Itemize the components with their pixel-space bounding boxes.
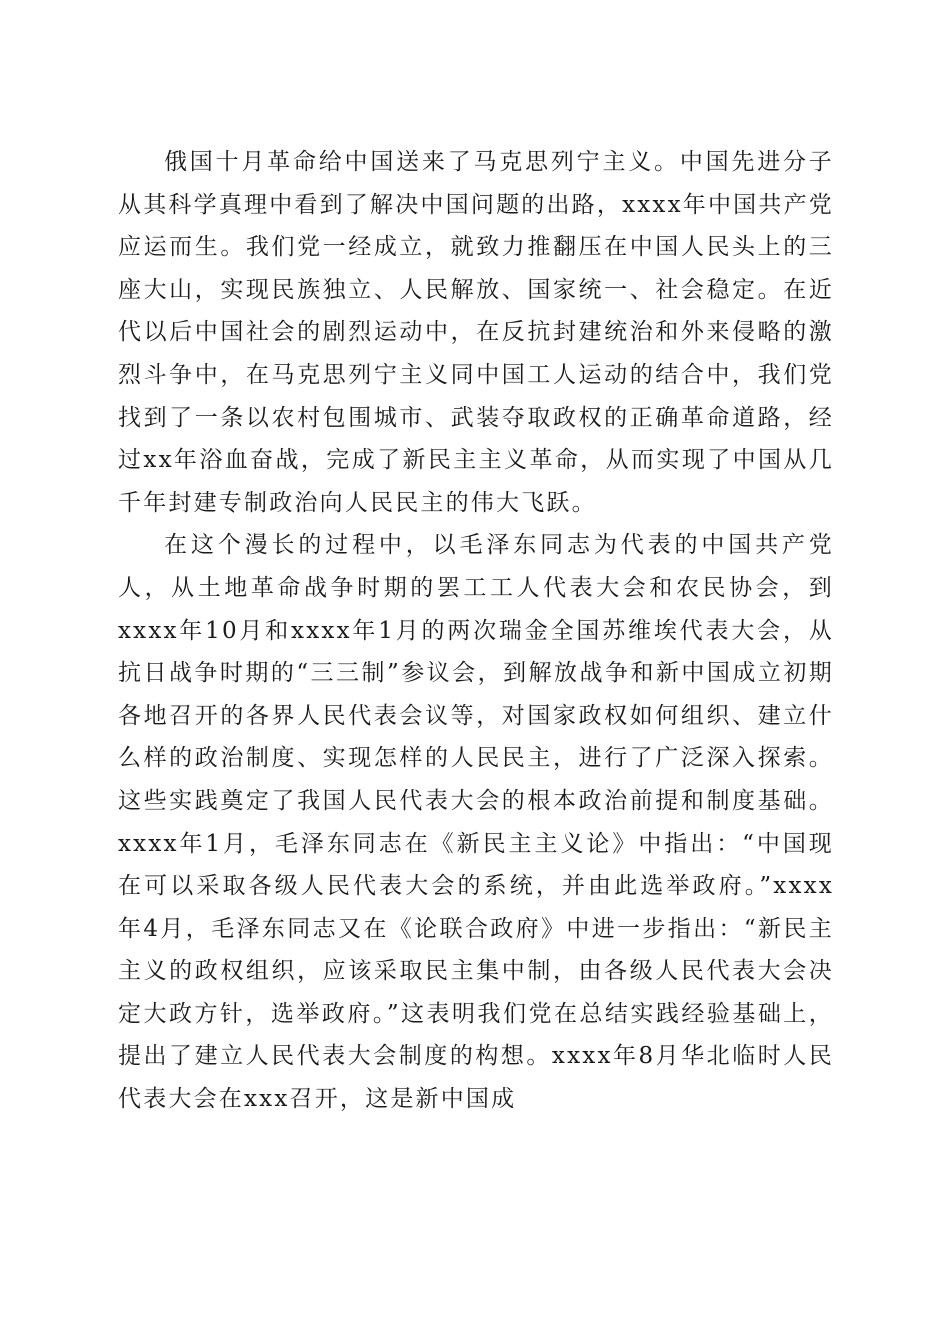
paragraph-1: 俄国十月革命给中国送来了马克思列宁主义。中国先进分子从其科学真理中看到了解决中国问题的出路，xxxx年中国共产党应运而生。我们党一经成立，就致力推翻压在中国人民头上的三座大山，实现民族独立、人民解放、国家统一、社会稳定。在近代以后中国社会的剧烈运动中，在反抗封建统治和外来侵略的激烈斗争中，在马克思列宁主义同中国工人运动的结合中，我们党找到了一条以农村包围城市、武装夺取政权的正确革命道路，经过xx年浴血奋战，完成了新民主主义革命，从而实现了中国从几千年封建专制政治向人民民主的伟大飞跃。 (118, 149, 834, 516)
paragraph-2: 在这个漫长的过程中，以毛泽东同志为代表的中国共产党人，从土地革命战争时期的罢工工人代表大会和农民协会，到xxxx年10月和xxxx年1月的两次瑞金全国苏维埃代表大会，从抗日战争时期的“三三制”参议会，到解放战争和新中国成立初期各地召开的各界人民代表会议等，对国家政权如何组织、建立什么样的政治制度、实现怎样的人民民主，进行了广泛深入探索。这些实践奠定了我国人民代表大会的根本政治前提和制度基础。xxxx年1月，毛泽东同志在《新民主主义论》中指出：“中国现在可以采取各级人民代表大会的系统，并由此选举政府。”xxxx年4月，毛泽东同志又在《论联合政府》中进一步指出：“新民主主义的政权组织，应该采取民主集中制，由各级人民代表大会决定大政方针，选举政府。”这表明我们党在总结实践经验基础上，提出了建立人民代表大会制度的构想。xxxx年8月华北临时人民代表大会在xxx召开，这是新中国成 (118, 532, 834, 1113)
document-body (118, 141, 834, 1121)
